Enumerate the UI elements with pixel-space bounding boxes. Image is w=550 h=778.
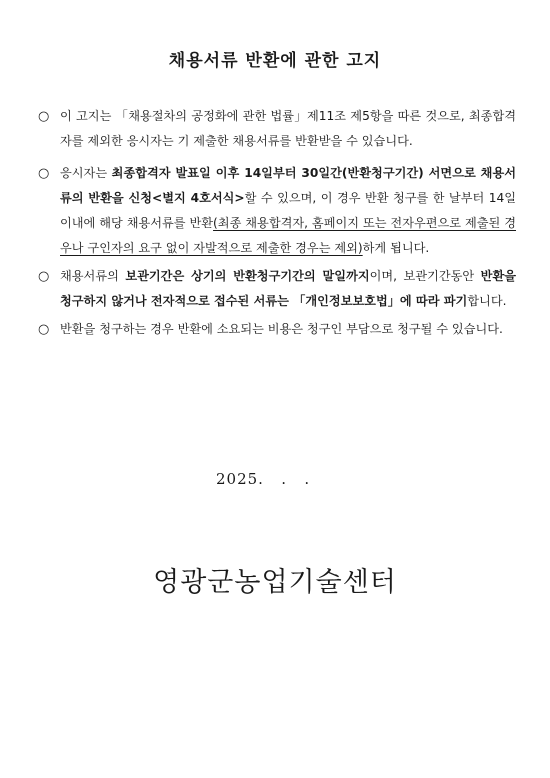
organization-name: 영광군농업기술센터 [153, 567, 397, 598]
notice-item-cost [38, 317, 516, 342]
notice-text: 응시자는 [60, 166, 112, 180]
circle-bullet-icon: ○ [38, 322, 50, 337]
notice-text: 이 고지는 「채용절차의 공정화에 관한 법률」제11조 제5항을 따른 것으로, 최종합격자를 제외한 응시자는 기 제출한 채용서류를 반환받을 수 있습니다. [60, 109, 516, 148]
notice-item-legal-basis [38, 104, 516, 154]
notice-text-emphasis: 보관기간은 상기의 반환청구기간의 말일까지 [125, 269, 370, 283]
notice-text: 반환을 청구하는 경우 반환에 소요되는 비용은 청구인 부담으로 청구될 수 있습니다. [60, 322, 503, 336]
circle-bullet-icon: ○ [38, 269, 50, 284]
notice-text-emphasis: 반환을 청구하지 않거나 전자적으로 접수된 서류는 「개인정보보호법」에 따라 파기 [60, 269, 516, 308]
circle-bullet-icon: ○ [38, 166, 50, 181]
notice-list [38, 104, 516, 342]
notice-text: 하게 됩니다. [362, 241, 430, 255]
document-date: 2025. . . [216, 470, 311, 488]
notice-text: 채용서류의 [60, 269, 126, 283]
notice-text-emphasis: 최종합격자 발표일 이후 14일부터 30일간(반환청구기간) 서면으로 채용서류의 반환을 신청<별지 4호서식> [60, 166, 517, 205]
document-title: 채용서류 반환에 관한 고지 [168, 51, 382, 71]
notice-text: 이며, 보관기간동안 [369, 269, 481, 283]
notice-text: 할 수 있으며, 이 경우 반환 청구를 한 날부터 14일 이내에 해당 채용서류를 반환 [60, 191, 516, 230]
notice-item-return-request [38, 161, 516, 261]
notice-text: 합니다. [467, 294, 507, 308]
notice-item-retention-period [38, 264, 516, 314]
circle-bullet-icon: ○ [38, 109, 50, 124]
notice-text-exception: (최종 채용합격자, 홈페이지 또는 전자우편으로 제출된 경우나 구인자의 요구 없이 자발적으로 제출한 경우는 제외) [60, 216, 516, 255]
